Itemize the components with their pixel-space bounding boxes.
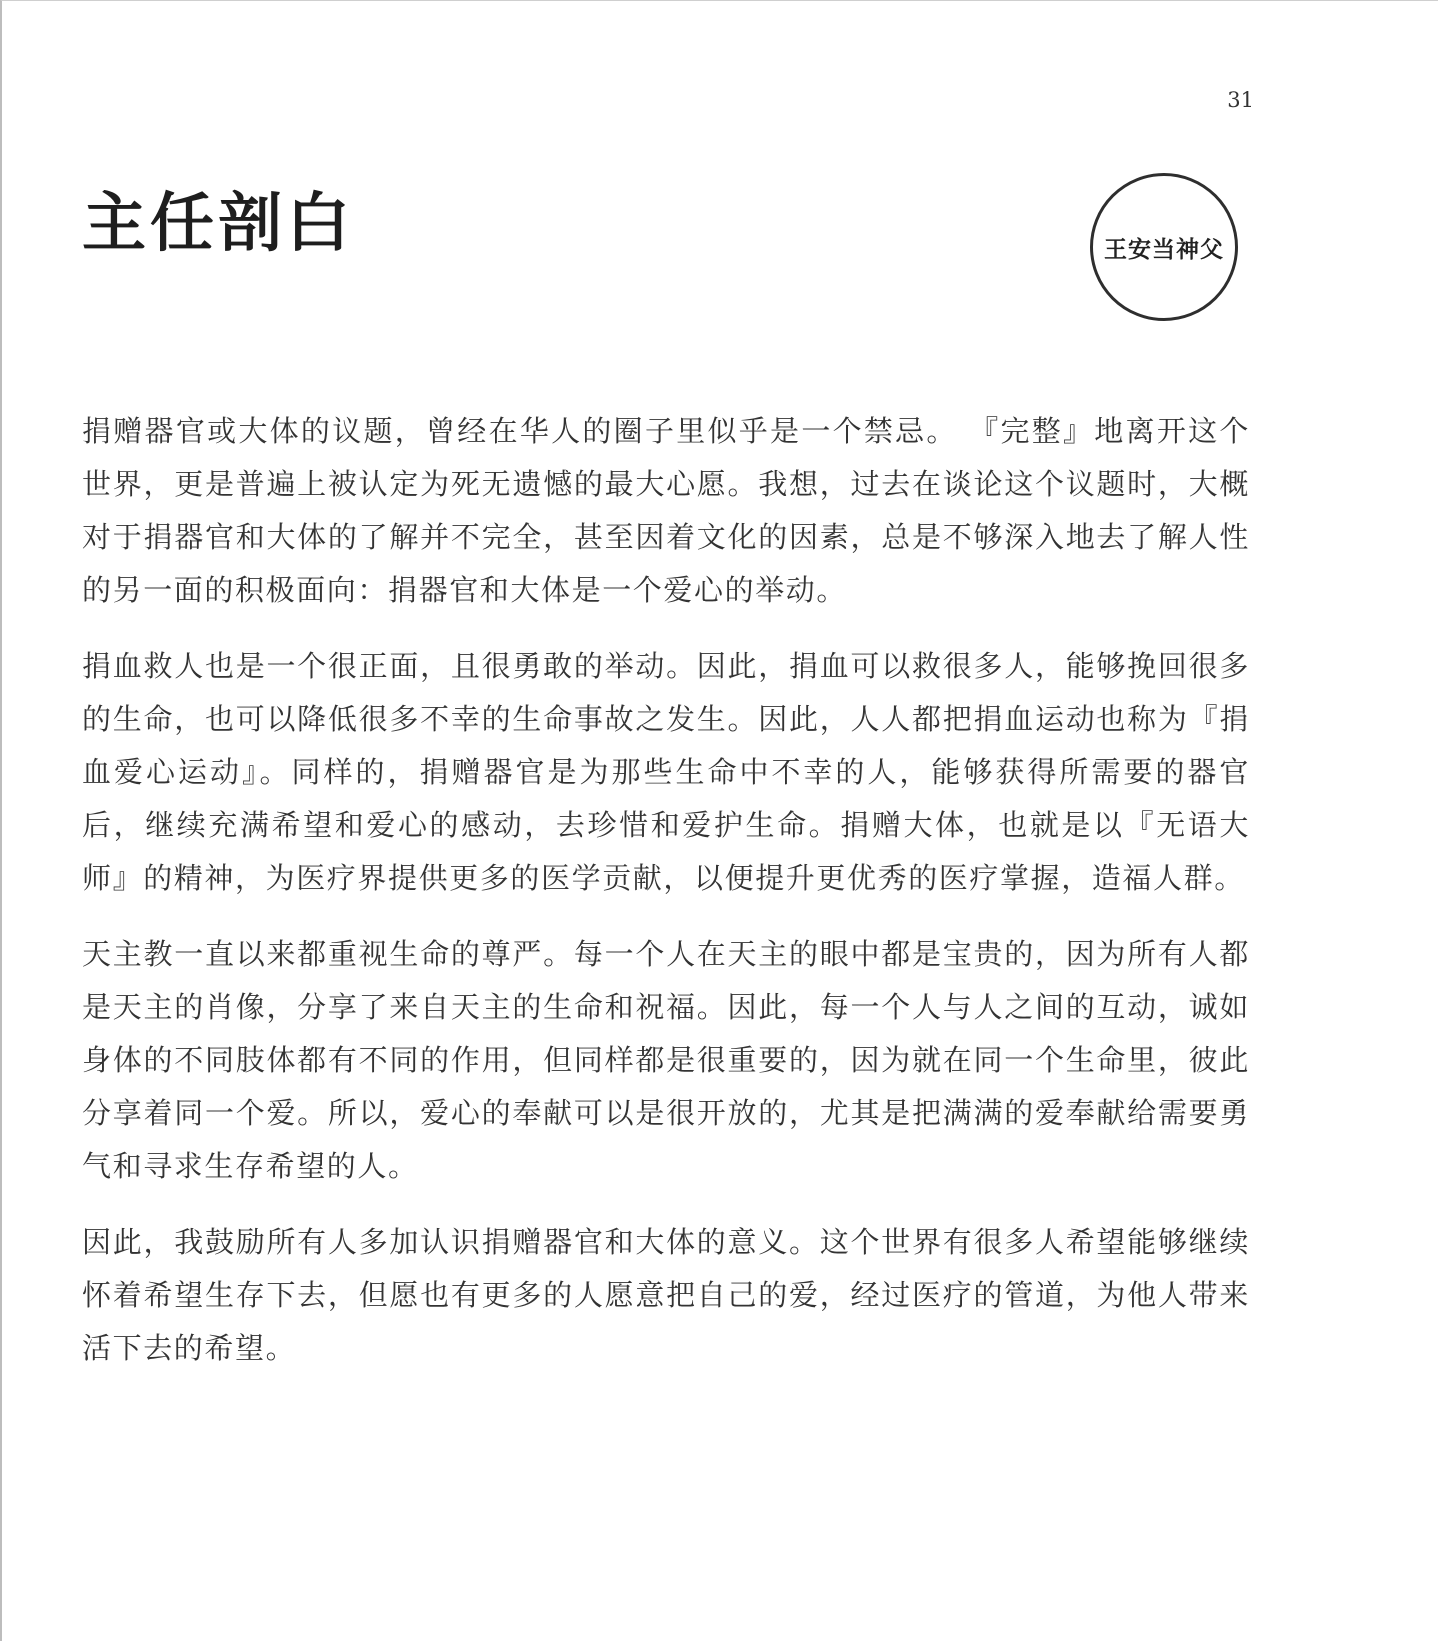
article-body: [82, 405, 1250, 1398]
paragraph: 捐赠器官或大体的议题，曾经在华人的圈子里似乎是一个禁忌。 『完整』地离开这个世界，更是普遍上被认定为死无遗憾的最大心愿。我想，过去在谈论这个议题时，大概对于捐器官和大体的了解并不完全，甚至因着文化的因素，总是不够深入地去了解人性的另一面的积极面向：捐器官和大体是一个爱心的举动。: [82, 414, 1250, 607]
author-badge: [1090, 173, 1238, 321]
paragraph: 捐血救人也是一个很正面，且很勇敢的举动。因此，捐血可以救很多人，能够挽回很多的生命，也可以降低很多不幸的生命事故之发生。因此，人人都把捐血运动也称为『捐血爱心运动』。同样的，捐赠器官是为那些生命中不幸的人，能够获得所需要的器官后，继续充满希望和爱心的感动，去珍惜和爱护生命。捐赠大体，也就是以『无语大师』的精神，为医疗界提供更多的医学贡献，以便提升更优秀的医疗掌握，造福人群。: [82, 649, 1250, 895]
page-number: 31: [1227, 88, 1254, 112]
author-name: 王安当神父: [1104, 235, 1224, 263]
page-title: 主任剖白: [82, 186, 354, 261]
paragraph: 天主教一直以来都重视生命的尊严。每一个人在天主的眼中都是宝贵的，因为所有人都是天主的肖像，分享了来自天主的生命和祝福。因此，每一个人与人之间的互动，诚如身体的不同肢体都有不同的作用，但同样都是很重要的，因为就在同一个生命里，彼此分享着同一个爱。所以，爱心的奉献可以是很开放的，尤其是把满满的爱奉献给需要勇气和寻求生存希望的人。: [82, 937, 1250, 1183]
paragraph: 因此，我鼓励所有人多加认识捐赠器官和大体的意义。这个世界有很多人希望能够继续怀着希望生存下去，但愿也有更多的人愿意把自己的爱，经过医疗的管道，为他人带来活下去的希望。: [82, 1225, 1250, 1365]
